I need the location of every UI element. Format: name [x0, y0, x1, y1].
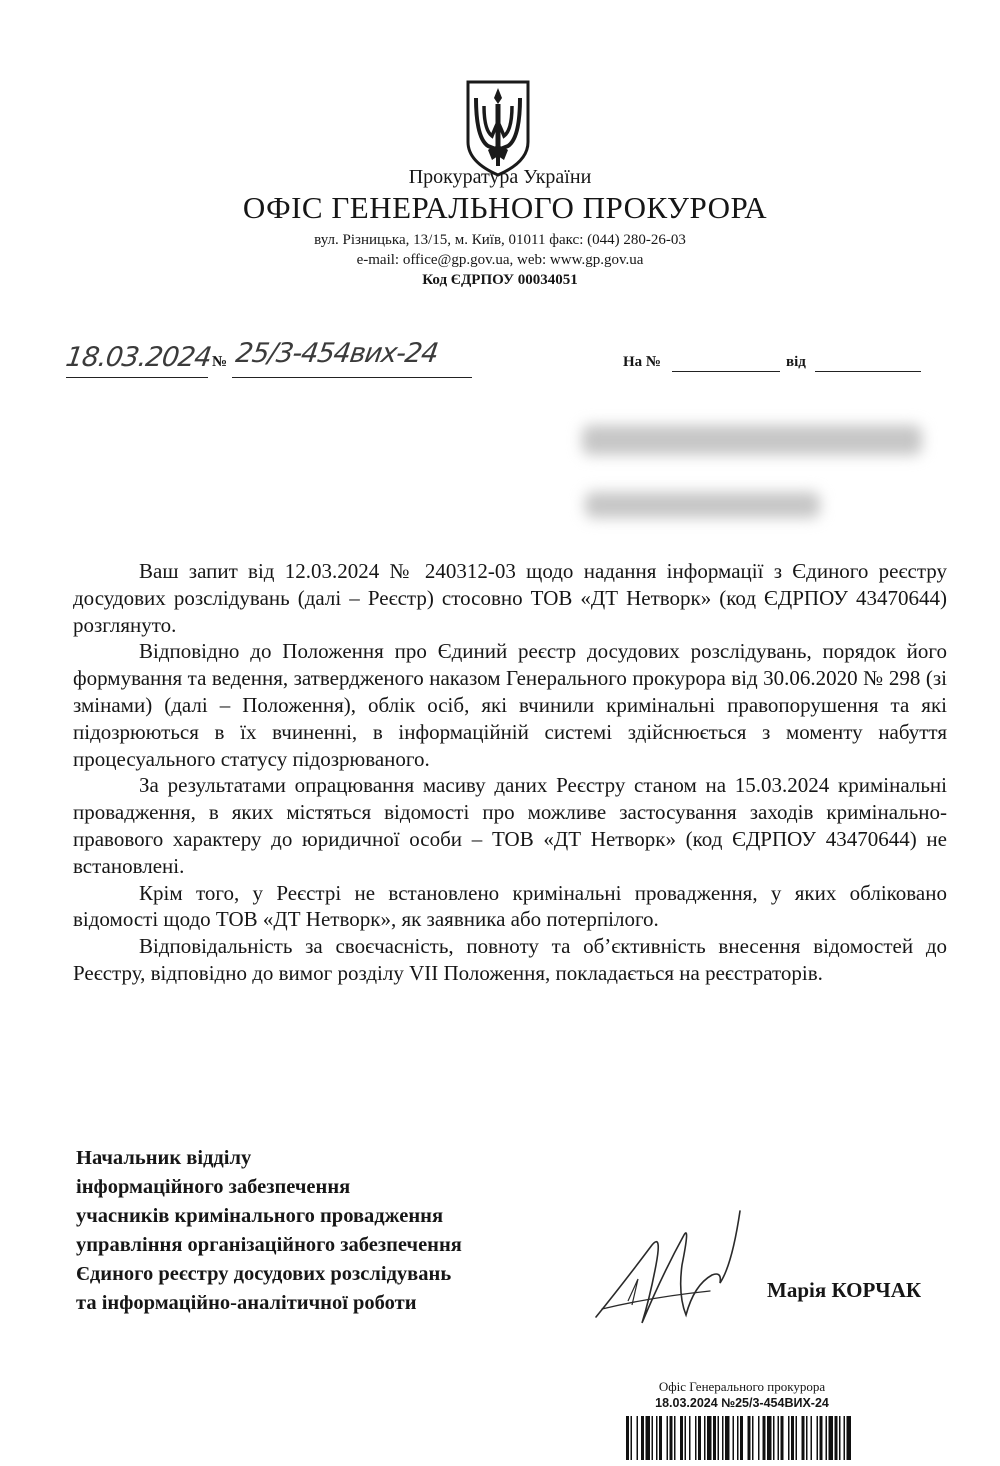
barcode-bar — [733, 1416, 735, 1460]
barcode-bar — [718, 1416, 720, 1460]
barcode-bar — [791, 1416, 794, 1460]
barcode-bar — [839, 1416, 841, 1460]
barcode-bar — [788, 1416, 790, 1460]
position-line: інформаційного забезпечення — [76, 1176, 351, 1198]
barcode-bar — [752, 1416, 754, 1460]
position-line: та інформаційно-аналітичної роботи — [76, 1292, 417, 1314]
number-label: № — [212, 354, 228, 370]
date-underline — [66, 377, 208, 378]
barcode-bar — [704, 1416, 706, 1460]
barcode-bar — [844, 1416, 846, 1460]
barcode-bar — [722, 1416, 724, 1460]
paragraph: Відповідно до Положення про Єдиний реєстр досудових розслідувань, порядок його формування та ведення, затвердженого наказом Генерального прокурора від 30.06.2020 № 298 (зі змінами) (далі – Положення), облік осіб, які вчинили кримінальні правопорушення та які підозрюються в їх вчиненні, в інформаційній системі здійснюється з моменту набуття процесуального статусу підозрюваного. — [73, 639, 947, 771]
barcode-bar — [656, 1416, 658, 1460]
barcode-bar — [847, 1416, 852, 1460]
barcode-bar — [641, 1416, 644, 1460]
redacted-recipient-email — [585, 492, 820, 518]
stamp-organization: Офіс Генерального прокурора — [658, 1379, 826, 1394]
barcode-bar — [835, 1416, 838, 1460]
letter-body — [73, 558, 947, 987]
handwritten-signature — [592, 1205, 757, 1335]
barcode-bar — [698, 1416, 701, 1460]
edrpou-code: Код ЄДРПОУ 00034051 — [422, 272, 578, 288]
position-line: управління організаційного забезпечення — [76, 1234, 462, 1256]
number-underline — [232, 377, 472, 378]
organization-parent: Прокуратура України — [408, 166, 592, 188]
barcode-bar — [802, 1416, 805, 1460]
barcode-bar — [667, 1416, 669, 1460]
barcode-bar — [725, 1416, 730, 1460]
position-line: учасників кримінального провадження — [76, 1205, 444, 1227]
barcode-bar — [763, 1416, 766, 1460]
barcode-bar — [646, 1416, 651, 1460]
barcode-bar — [695, 1416, 697, 1460]
position-line: Начальник відділу — [76, 1147, 252, 1169]
contacts: e-mail: office@gp.gov.ua, web: www.gp.gov.ua — [356, 252, 644, 268]
paragraph: Відповідальність за своєчасність, повноту та об’єктивність внесення відомостей до Реєстру, відповідно до вимог розділу VII Положення, покладається на реєстраторів. — [73, 934, 947, 985]
paragraph: Ваш запит від 12.03.2024 № 240312-03 щодо надання інформації з Єдиного реєстру досудових розслідувань (далі – Реєстр) стосовно ТОВ «ДТ Нетворк» (код ЄДРПОУ 43470644) розглянуто. — [73, 559, 947, 637]
barcode-bar — [631, 1416, 633, 1460]
reply-to-line — [672, 371, 780, 372]
barcode-bar — [737, 1416, 739, 1460]
barcode-bar — [713, 1416, 716, 1460]
barcode-bar — [740, 1416, 743, 1460]
from-label: від — [786, 354, 806, 370]
barcode-bar — [680, 1416, 683, 1460]
outgoing-date: 18.03.2024 — [63, 342, 213, 373]
reply-to-label: На № — [623, 354, 661, 370]
redacted-recipient-name — [582, 425, 922, 455]
barcode-bar — [748, 1416, 751, 1460]
signer-name: Марія КОРЧАК — [767, 1278, 922, 1302]
barcode-bar — [637, 1416, 639, 1460]
barcode-bar — [670, 1416, 673, 1460]
barcode-bar — [811, 1416, 813, 1460]
barcode-bar — [758, 1416, 760, 1460]
barcode-bar — [826, 1416, 828, 1460]
barcode-bar — [674, 1416, 676, 1460]
organization-title: ОФІС ГЕНЕРАЛЬНОГО ПРОКУРОРА — [242, 190, 768, 225]
from-line — [815, 371, 921, 372]
barcode-bar — [689, 1416, 691, 1460]
barcode — [626, 1416, 852, 1460]
position-line: Єдиного реєстру досудових розслідувань — [76, 1263, 452, 1285]
barcode-bar — [652, 1416, 654, 1460]
address: вул. Різницька, 13/15, м. Київ, 01011 факс: (044) 280-26-03 — [314, 232, 686, 248]
barcode-bar — [659, 1416, 662, 1460]
barcode-bar — [767, 1416, 772, 1460]
barcode-bar — [781, 1416, 784, 1460]
paragraph: Крім того, у Реєстрі не встановлено кримінальні провадження, у яких обліковано відомості щодо ТОВ «ДТ Нетворк», як заявника або потерпілого. — [73, 880, 947, 932]
barcode-bar — [820, 1416, 823, 1460]
barcode-bar — [685, 1416, 687, 1460]
outgoing-number: 25/3-454вих-24 — [233, 338, 440, 369]
stamp-registration: 18.03.2024 №25/3-454ВИХ-24 — [655, 1396, 829, 1410]
barcode-bar — [773, 1416, 775, 1460]
ukraine-trident-icon — [462, 78, 534, 178]
paragraph: За результатами опрацювання масиву даних Реєстру станом на 15.03.2024 кримінальні провадження, в яких містяться відомості про можливе застосування заходів кримінально-правового характеру до юридичної особи – ТОВ «ДТ Нетворк» (код ЄДРПОУ 43470644) не встановлені. — [73, 773, 947, 878]
barcode-bar — [817, 1416, 819, 1460]
barcode-bar — [778, 1416, 780, 1460]
barcode-bar — [806, 1416, 808, 1460]
signer-position — [76, 1144, 596, 1318]
barcode-bar — [707, 1416, 712, 1460]
barcode-bar — [796, 1416, 798, 1460]
barcode-bar — [626, 1416, 629, 1460]
barcode-bar — [829, 1416, 834, 1460]
